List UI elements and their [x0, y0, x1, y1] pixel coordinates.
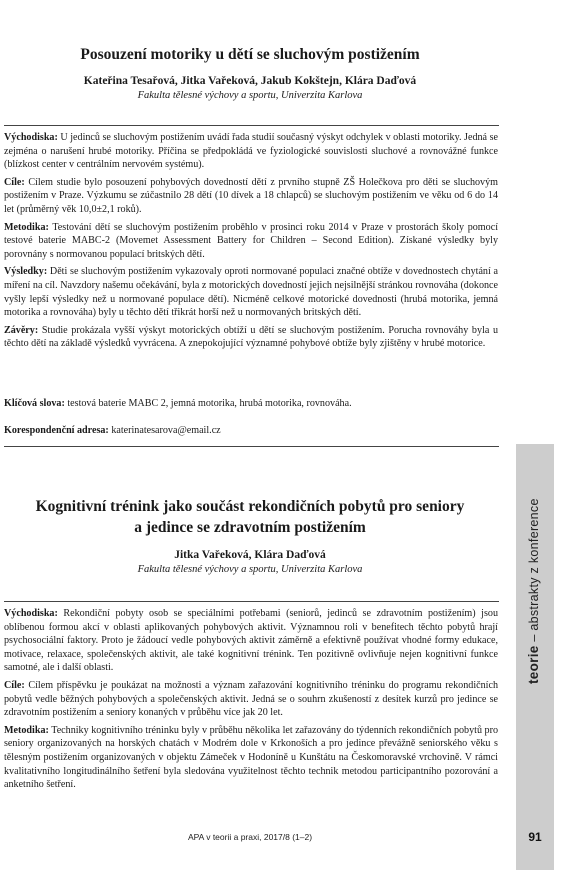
- section-text: Testování dětí se sluchovým postižením proběhlo v prosinci roku 2014 v Praze v prostorách školy pomocí testové baterie MABC-2 (Movemet Assessment Battery for Children – Second Edition). Získané výsledky byly porovnány s normovanou populací britských dětí.: [4, 221, 498, 260]
- section-label: Východiska:: [4, 608, 58, 619]
- article1-section-vysledky: [4, 265, 498, 319]
- article2-title-line1: Kognitivní trénink jako součást rekondičních pobytů pro seniory: [35, 498, 465, 515]
- article1-section-vychodiska: [4, 131, 498, 172]
- section-label: Metodika:: [4, 221, 49, 233]
- section-text: Cílem studie bylo posouzení pohybových dovedností dětí z prvního stupně ZŠ Holečkova pro děti se sluchovým postižením v Praze. Výzkumu se zúčastnilo 28 dětí (10 dívek a 18 chlapců) se sluchovým postižením ve věku od 6 do 14 let (průměrný věk 10,0±2,1 roků).: [4, 176, 498, 215]
- keywords-label: Klíčová slova:: [4, 398, 65, 409]
- contact-label: Korespondenční adresa:: [4, 425, 109, 436]
- article2-title-line2: a jedince se zdravotním postižením: [134, 519, 366, 536]
- side-label-rest: – abstrakty z konference: [527, 498, 541, 646]
- section-label: Závěry:: [4, 324, 39, 336]
- page-number: 91: [528, 830, 542, 844]
- article1-bottom-rule: [4, 446, 499, 447]
- section-label: Východiska:: [4, 132, 58, 143]
- article1-section-metodika: [4, 221, 498, 262]
- article1-authors: Kateřina Tesařová, Jitka Vařeková, Jakub Kokštejn, Klára Daďová: [83, 75, 417, 87]
- keywords-text: testová baterie MABC 2, jemná motorika, hrubá motorika, rovnováha.: [64, 398, 352, 409]
- section-text: Cílem příspěvku je poukázat na možnosti a význam zařazování kognitivního tréninku do programu rekondičních pobytů vedle běžných pohybových a společenských aktivit. Jedná se o souhrn zkušeností z desítek kurzů pro jedince se zdravotním postižením a seniory konaných v průběhu více jak 20 let.: [4, 679, 498, 719]
- article2-authors: Jitka Vařeková, Klára Daďová: [174, 549, 326, 561]
- side-label-bold: teorie: [526, 645, 541, 684]
- section-text: Studie prokázala vyšší výskyt motorických obtíží u dětí se sluchovým postižením. Porucha rovnováhy byla u těchto dětí na základě výsledků vyvrácena. A znepokojující významné pohybové obtíže byly zjištěny v hrubé motorice.: [4, 324, 498, 350]
- article1-top-rule: [4, 125, 499, 126]
- contact-email[interactable]: katerinatesarova@email.cz: [108, 425, 221, 436]
- article1-title: Posouzení motoriky u dětí se sluchovým postižením: [80, 46, 420, 63]
- section-text: U jedinců se sluchovým postižením uvádí řada studií současný výskyt odchylek v oblasti motoriky. Jedná se zejména o narušení hrubé motoriky. Příčina se předpokládá ve fyziologické souvislosti sluchové a rovnovážné funkce (blízkost center v centrálním nervovém systému).: [4, 132, 498, 171]
- page-footer: APA v teorii a praxi, 2017/8 (1–2): [187, 832, 313, 842]
- article1-contact: [4, 424, 498, 438]
- article2-section-vychodiska: [4, 607, 498, 675]
- section-text: Děti se sluchovým postižením vykazovaly oproti normované populaci značné obtíže v dovednostech chytání a míření na cíl. Navzdory našemu očekávání, byla z motorických dovedností jejich nejsilnější stránkou rovnováha (dokonce vyšly lepší výsledky než u normované populace dětí). Nicméně celkové motorické dovednosti (hrubá motorika, jemná motorika a rovnováha) byly u těchto dětí třikrát horší než u normovaných britských dětí.: [4, 266, 498, 319]
- article1-keywords: [4, 397, 498, 411]
- article1-section-cile: [4, 176, 498, 217]
- article2-section-metodika: [4, 724, 498, 792]
- section-label: Výsledky:: [4, 266, 48, 278]
- article1-affiliation: Fakulta tělesné výchovy a sportu, Univerzita Karlova: [137, 90, 363, 101]
- section-text: Techniky kognitivního tréninku byly v průběhu několika let zařazovány do týdenních rekondičních pobytů pro seniory organizovaných na horských chatách v Modrém dole v Krkonoších a pro jedince převážně seniorského věku s tělesným postižením organizovaných v objektu Zámeček v Hodoníně u Kunštátu na Českomoravské vrchovině. V rámci kvalitativního longitudinálního šetření byla sledována využitelnost těchto technik metodou participantního pozorování a anketního šetření.: [4, 724, 498, 791]
- article1-section-zavery: [4, 324, 498, 351]
- article2-section-cile: [4, 679, 498, 720]
- section-text: Rekondiční pobyty osob se speciálními potřebami (seniorů, jedinců se zdravotním postižením) jsou oblíbenou formou akcí v oblasti aplikovaných pohybových aktivit. Významnou roli v benefitech těchto pobytů hrají psychosociální faktory. Proto je žádoucí vedle pohybových aktivit záměrně a efektivně používat vhodné formy edukace, motivace, relaxace, společenských aktivit, ale také kognitivní trénink. Ten pozitivně ovlivňuje nejen kognitivní funkce samotné, ale i další oblasti.: [4, 608, 498, 674]
- article2-affiliation: Fakulta tělesné výchovy a sportu, Univerzita Karlova: [137, 564, 363, 575]
- section-side-label: [514, 444, 556, 684]
- section-label: Metodika:: [4, 724, 49, 736]
- article2-top-rule: [4, 601, 499, 602]
- section-label: Cíle:: [4, 679, 25, 691]
- section-label: Cíle:: [4, 176, 25, 188]
- article2-abstract: [4, 607, 498, 796]
- article1-abstract: [4, 131, 498, 355]
- side-label-text: [526, 444, 541, 684]
